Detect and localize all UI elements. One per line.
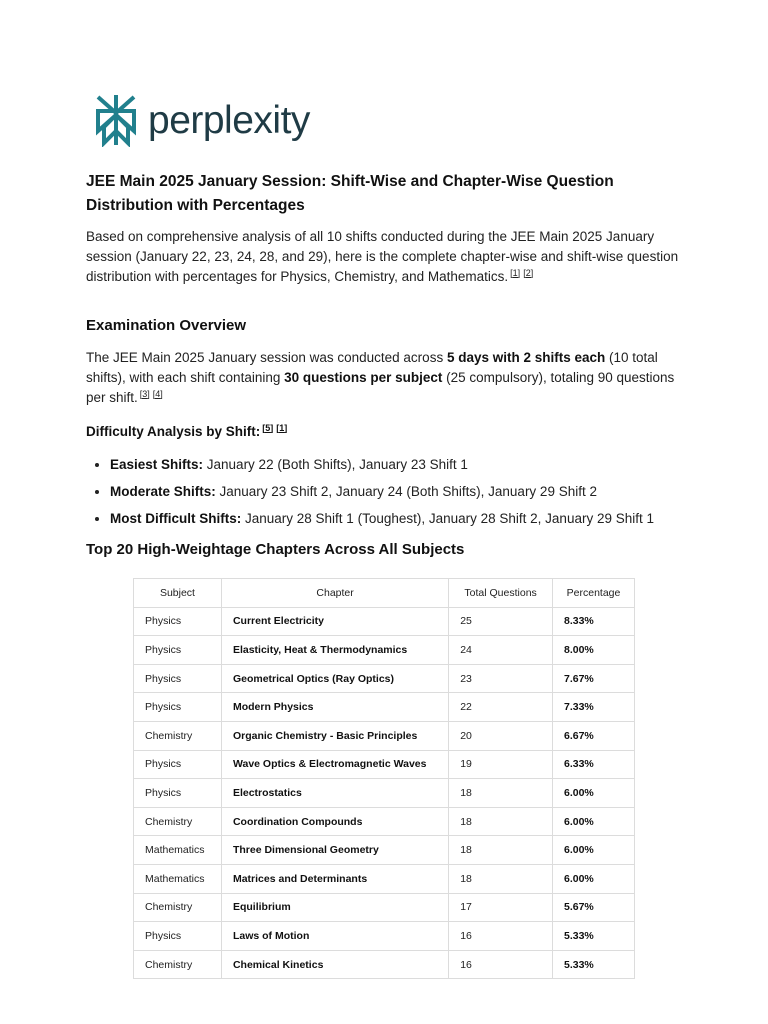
cell-chapter: Modern Physics — [221, 693, 448, 722]
cell-percentage: 7.33% — [553, 693, 635, 722]
cell-percentage: 6.00% — [553, 779, 635, 808]
cell-percentage: 6.33% — [553, 750, 635, 779]
table-row — [134, 721, 635, 750]
list-item-text: January 22 (Both Shifts), January 23 Shift 1 — [203, 457, 468, 472]
list-item-text: January 23 Shift 2, January 24 (Both Shifts), January 29 Shift 2 — [215, 484, 597, 499]
list-item-label: Easiest Shifts: — [110, 457, 204, 472]
table-row — [134, 607, 635, 636]
overview-text: (25 compulsory), totaling 90 questions per shift. — [86, 370, 675, 405]
table-row — [134, 636, 635, 665]
cell-total-questions: 22 — [449, 693, 553, 722]
cell-total-questions: 18 — [449, 807, 553, 836]
cell-total-questions: 16 — [449, 950, 553, 979]
cell-total-questions: 16 — [449, 922, 553, 951]
overview-citations — [140, 389, 166, 399]
cell-subject: Mathematics — [134, 864, 222, 893]
cell-subject: Mathematics — [134, 836, 222, 865]
cell-subject: Chemistry — [134, 721, 222, 750]
difficulty-heading-text: Difficulty Analysis by Shift: — [86, 424, 261, 439]
overview-text: (10 total shifts), with each shift containing — [86, 350, 658, 385]
table-header-row — [134, 579, 635, 608]
difficulty-heading — [86, 422, 686, 442]
overview-emphasis: 5 days with 2 shifts each — [446, 350, 606, 365]
cell-subject: Physics — [134, 664, 222, 693]
cell-chapter: Organic Chemistry - Basic Principles — [221, 721, 448, 750]
cell-total-questions: 20 — [449, 721, 553, 750]
list-item-label: Moderate Shifts: — [110, 484, 216, 499]
answer-content — [86, 170, 686, 560]
cell-chapter: Chemical Kinetics — [221, 950, 448, 979]
citation-link[interactable]: [2] — [523, 267, 534, 278]
list-item-text: January 28 Shift 1 (Toughest), January 28 Shift 2, January 29 Shift 1 — [241, 511, 654, 526]
cell-percentage: 7.67% — [553, 664, 635, 693]
overview-paragraph — [86, 348, 686, 408]
list-item — [110, 455, 686, 475]
table-row — [134, 836, 635, 865]
cell-percentage: 8.33% — [553, 607, 635, 636]
cell-total-questions: 18 — [449, 779, 553, 808]
cell-chapter: Three Dimensional Geometry — [221, 836, 448, 865]
table-row — [134, 664, 635, 693]
citation-link[interactable]: [4] — [152, 388, 163, 399]
cell-total-questions: 23 — [449, 664, 553, 693]
chapters-table — [133, 578, 635, 979]
difficulty-section — [86, 422, 686, 529]
cell-subject: Physics — [134, 750, 222, 779]
cell-percentage: 6.00% — [553, 807, 635, 836]
citation-link[interactable]: [1] — [276, 422, 288, 433]
cell-total-questions: 18 — [449, 864, 553, 893]
cell-chapter: Matrices and Determinants — [221, 864, 448, 893]
cell-subject: Chemistry — [134, 950, 222, 979]
citation-link[interactable]: [1] — [510, 267, 521, 278]
cell-percentage: 6.67% — [553, 721, 635, 750]
cell-subject: Physics — [134, 636, 222, 665]
cell-total-questions: 25 — [449, 607, 553, 636]
cell-subject: Physics — [134, 607, 222, 636]
difficulty-list — [86, 455, 686, 529]
cell-chapter: Geometrical Optics (Ray Optics) — [221, 664, 448, 693]
table-row — [134, 950, 635, 979]
table-row — [134, 693, 635, 722]
cell-subject: Chemistry — [134, 893, 222, 922]
cell-chapter: Equilibrium — [221, 893, 448, 922]
intro-text: Based on comprehensive analysis of all 10 shifts conducted during the JEE Main 2025 January session (January 22, 23, 24, 28, and 29), here is the complete chapter-wise and shift-wise question distribution with percentages for Physics, Chemistry, and Mathematics. — [86, 229, 679, 284]
cell-total-questions: 17 — [449, 893, 553, 922]
perplexity-logo-icon — [94, 93, 138, 147]
top-chapters-section — [86, 540, 686, 560]
overview-section — [86, 316, 686, 408]
citation-link[interactable]: [5] — [262, 422, 274, 433]
cell-subject: Physics — [134, 922, 222, 951]
table-row — [134, 807, 635, 836]
cell-percentage: 5.67% — [553, 893, 635, 922]
table-row — [134, 864, 635, 893]
cell-percentage: 8.00% — [553, 636, 635, 665]
cell-subject: Physics — [134, 693, 222, 722]
cell-chapter: Wave Optics & Electromagnetic Waves — [221, 750, 448, 779]
column-header: Subject — [134, 579, 222, 608]
column-header: Percentage — [553, 579, 635, 608]
cell-percentage: 5.33% — [553, 922, 635, 951]
cell-chapter: Electrostatics — [221, 779, 448, 808]
cell-chapter: Laws of Motion — [221, 922, 448, 951]
cell-total-questions: 24 — [449, 636, 553, 665]
top-chapters-heading: Top 20 High-Weightage Chapters Across All Subjects — [86, 541, 465, 558]
intro-paragraph — [86, 227, 686, 287]
list-item — [110, 509, 686, 529]
cell-percentage: 6.00% — [553, 836, 635, 865]
column-header: Total Questions — [449, 579, 553, 608]
cell-chapter: Coordination Compounds — [221, 807, 448, 836]
cell-subject: Chemistry — [134, 807, 222, 836]
perplexity-logo — [94, 92, 310, 148]
table-row — [134, 750, 635, 779]
list-item — [110, 482, 686, 502]
table-row — [134, 922, 635, 951]
cell-subject: Physics — [134, 779, 222, 808]
cell-chapter: Current Electricity — [221, 607, 448, 636]
cell-total-questions: 18 — [449, 836, 553, 865]
list-item-label: Most Difficult Shifts: — [110, 511, 242, 526]
difficulty-citations — [262, 423, 290, 433]
logo-wordmark: perplexity — [148, 98, 310, 142]
page-title: JEE Main 2025 January Session: Shift-Wise and Chapter-Wise Question Distribution with Percentages — [86, 173, 614, 214]
column-header: Chapter — [221, 579, 448, 608]
cell-chapter: Elasticity, Heat & Thermodynamics — [221, 636, 448, 665]
cell-total-questions: 19 — [449, 750, 553, 779]
citation-link[interactable]: [3] — [139, 388, 150, 399]
table-row — [134, 893, 635, 922]
overview-text: The JEE Main 2025 January session was conducted across — [86, 350, 447, 365]
cell-percentage: 5.33% — [553, 950, 635, 979]
intro-citations — [510, 268, 536, 278]
cell-percentage: 6.00% — [553, 864, 635, 893]
overview-emphasis: 30 questions per subject — [284, 370, 443, 385]
table-row — [134, 779, 635, 808]
overview-heading: Examination Overview — [86, 317, 247, 334]
